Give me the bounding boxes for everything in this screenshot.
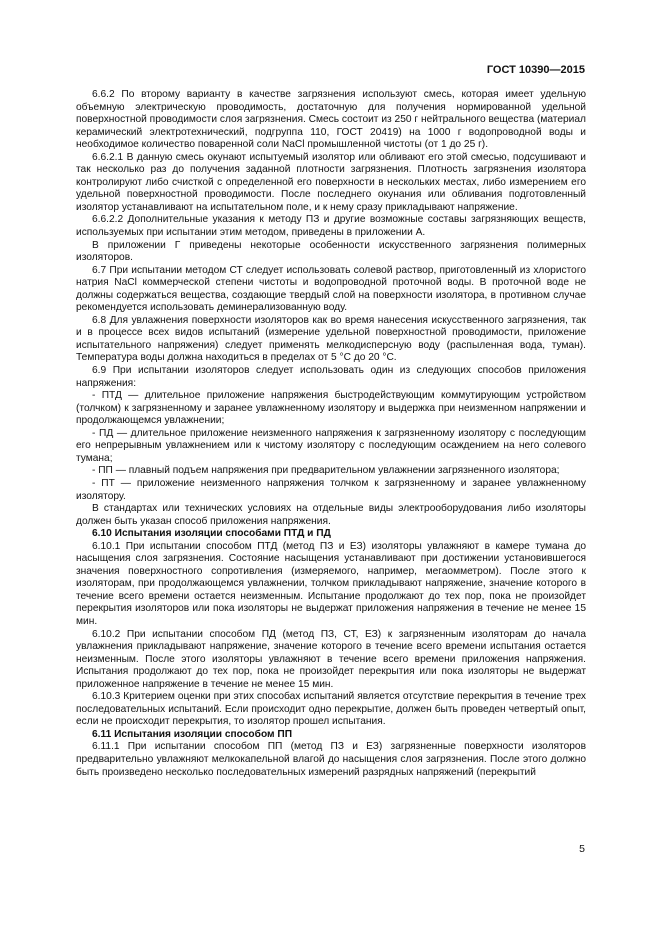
paragraph-6-10-3: 6.10.3 Критерием оценки при этих способах испытаний является отсутствие перекрытия в течение трех последовательных испытаний. Если происходит одно перекрытие, должен быть проведен четвертый опыт, если не происходит перекрытия, то изолятор прошел испытания.: [76, 691, 586, 728]
section-heading-6-11: 6.11 Испытания изоляции способом ПП: [92, 728, 293, 740]
list-item-ptd: - ПТД — длительное приложение напряжения быстродействующим коммутирующим устройством (толчком) к загрязненному и заранее увлажненному изолятору и выдержка при неизменном напряжении и продолжающемся увлажнении;: [76, 390, 586, 427]
page-number: 5: [579, 843, 585, 855]
paragraph-standards-note: В стандартах или технических условиях на отдельные виды электрооборудования либо изоляторы должен быть указан способ приложения напряжения.: [76, 503, 586, 527]
list-item-pd: - ПД — длительное приложение неизменного напряжения к загрязненному изолятору с последующим его непрерывным увлажнением или к чистому изолятору с последующим осаждением на него солевого тумана;: [76, 427, 586, 464]
paragraph-6-10-2: 6.10.2 При испытании способом ПД (метод ПЗ, СТ, ЕЗ) к загрязненным изоляторам до начала увлажнения прикладывают напряжение, значение которого в течение всего времени испытания остается неизменным. После этого изоляторы увлажняют в течение всего времени приложения напряжения. Испытания продолжают до тех пор, пока не произойдет перекрытия или пока изоляторы не выдержат приложенное напряжение в течение не менее 15 мин.: [76, 628, 586, 690]
paragraph-6-8: 6.8 Для увлажнения поверхности изоляторов как во время нанесения искусственного загрязнения, так и в процессе всех видов испытаний (измерение удельной поверхностной проводимости, приложение испытательного напряжения) следует применять мелкодисперсную воду (распыленная вода, туман). Температура воды должна находиться в пределах от 5 °С до 20 °С.: [76, 314, 586, 364]
section-heading-6-10: 6.10 Испытания изоляции способами ПТД и ПД: [92, 528, 331, 540]
paragraph-6-10-1: 6.10.1 При испытании способом ПТД (метод ПЗ и ЕЗ) изоляторы увлажняют в камере тумана до насыщения слоя загрязнения. Состояние насыщения устанавливают при достижении установившегося значения поверхностного сопротивления (измеряемого, например, мегаомметром). После этого к изоляторам, при продолжающемся увлажнении, толчком прикладывают напряжение, значение которого в течение всего времени остается неизменным. Испытание продолжают до тех пор, пока не произойдет перекрытия изоляторов или пока изоляторы не выдержат приложения напряжения в течение не менее 15 мин.: [76, 540, 586, 627]
paragraph-6-7: 6.7 При испытании методом СТ следует использовать солевой раствор, приготовленный из хлористого натрия NaCl коммерческой степени чистоты и водопроводной проточной воды. В проточной воде не должны содержаться вещества, создающие твердый слой на поверхности изолятора, в противном случае рекомендуется использовать деминерализованную воду.: [76, 264, 586, 314]
list-item-pp: - ПП — плавный подъем напряжения при предварительном увлажнении загрязненного изолятора;: [92, 465, 560, 477]
body-text: [76, 89, 586, 779]
paragraph-6-9: 6.9 При испытании изоляторов следует использовать один из следующих способов приложения напряжения:: [76, 365, 586, 389]
paragraph-6-6-2-1: 6.6.2.1 В данную смесь окунают испытуемый изолятор или обливают его этой смесью, подсушивают и так несколько раз до получения заданной плотности загрязнения. Плотность загрязнения изолятора контролируют либо счисткой с определенной его поверхности в нескольких местах, либо измерением его удельной поверхностной проводимости. После последнего окунания или обливания подготовленный изолятор устанавливают на испытательном поле, и к нему сразу прикладывают напряжение.: [76, 151, 586, 213]
paragraph-6-6-2-2: 6.6.2.2 Дополнительные указания к методу ПЗ и другие возможные составы загрязняющих веществ, используемых при испытании этим методом, приведены в приложении А.: [76, 214, 586, 239]
paragraph-6-6-2: 6.6.2 По второму варианту в качестве загрязнения используют смесь, которая имеет удельную объемную электрическую проводимость, достаточную для получения нормированной удельной поверхностной проводимости слоя загрязнения. Смесь состоит из 250 г нейтрального вещества (материал керамический электротехнический, подгруппа 110, ГОСТ 20419) на 1000 г водопроводной воды и необходимое количество поваренной соли NaCl промышленной чистоты (от 1 до 25 г).: [76, 89, 586, 151]
document-code: ГОСТ 10390—2015: [486, 64, 585, 76]
paragraph-appendix-g-note: В приложении Г приведены некоторые особенности искусственного загрязнения полимерных изоляторов.: [76, 239, 586, 264]
list-item-pt: - ПТ — приложение неизменного напряжения толчком к загрязненному и заранее увлажненному изолятору.: [76, 477, 586, 502]
paragraph-6-11-1: 6.11.1 При испытании способом ПП (метод ПЗ и ЕЗ) загрязненные поверхности изоляторов предварительно увлажняют мелкокапельной влагой до насыщения слоя загрязнения. После этого должно быть произведено несколько последовательных измерений разрядных напряжений (перекрытий: [76, 741, 586, 778]
